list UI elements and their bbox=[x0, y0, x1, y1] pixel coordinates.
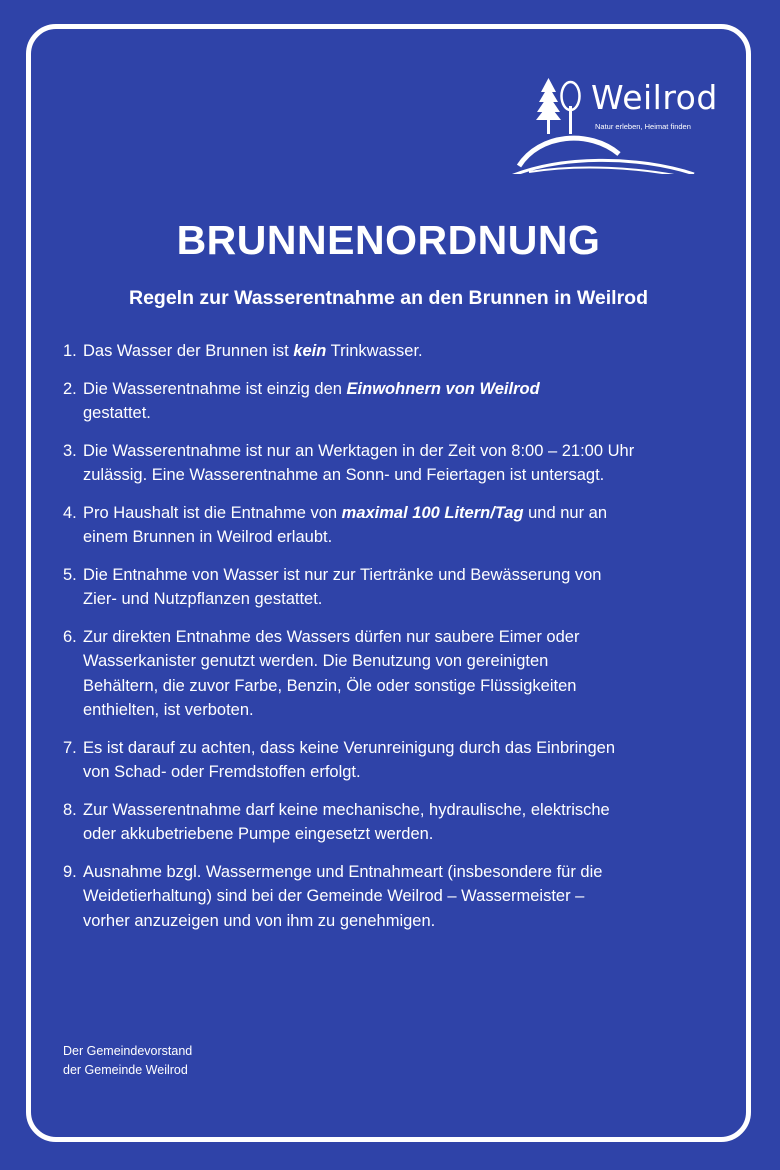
rule-item bbox=[63, 339, 723, 364]
rule-emphasis: kein bbox=[293, 342, 327, 360]
rule-emphasis: maximal 100 Litern/Tag bbox=[341, 503, 524, 522]
page-title: BRUNNENORDNUNG bbox=[176, 217, 601, 263]
rule-text: Die Wasserentnahme ist nur an Werktagen in der Zeit von 8:00 – 21:00 Uhr zulässig. Eine Wasserentnahme an Sonn- und Feiertagen ist untersagt. bbox=[83, 441, 635, 484]
rule-number: 3. bbox=[63, 441, 77, 460]
rule-text: Ausnahme bzgl. Wassermenge und Entnahmeart (insbesondere für die Weidetierhaltung) sind bei der Gemeinde Weilrod – Wassermeister – vorher anzuzeigen und von ihm zu genehmigen. bbox=[83, 862, 603, 930]
sign-panel bbox=[26, 24, 751, 1142]
rule-number: 2. bbox=[63, 379, 77, 398]
rule-number: 4. bbox=[63, 503, 77, 522]
signature-line-2: der Gemeinde Weilrod bbox=[63, 1063, 188, 1077]
rule-text: Es ist darauf zu achten, dass keine Verunreinigung durch das Einbringen von Schad- oder Fremdstoffen erfolgt. bbox=[83, 738, 616, 781]
rules-list bbox=[63, 339, 723, 933]
rule-number: 5. bbox=[63, 565, 77, 584]
rule-item bbox=[63, 439, 723, 488]
rule-text: Das Wasser der Brunnen ist kein Trinkwasser. bbox=[83, 342, 423, 360]
logo-wordmark: Weilrod bbox=[591, 78, 718, 117]
rule-text: Pro Haushalt ist die Entnahme von maximal 100 Litern/Tag und nur an einem Brunnen in Weilrod erlaubt. bbox=[83, 503, 608, 546]
rule-number: 6. bbox=[63, 627, 77, 646]
rule-item bbox=[63, 625, 723, 723]
rule-number: 8. bbox=[63, 800, 77, 819]
logo-tagline: Natur erleben, Heimat finden bbox=[595, 122, 691, 131]
rule-item bbox=[63, 501, 723, 550]
weilrod-logo bbox=[499, 74, 718, 174]
rule-text: Die Wasserentnahme ist einzig den Einwohnern von Weilrod gestattet. bbox=[83, 379, 540, 422]
signature-line-1: Der Gemeindevorstand bbox=[63, 1044, 193, 1058]
rule-number: 7. bbox=[63, 738, 77, 757]
rule-item bbox=[63, 798, 723, 847]
rule-emphasis: Einwohnern von Weilrod bbox=[346, 379, 540, 398]
rule-item bbox=[63, 563, 723, 612]
page-subtitle: Regeln zur Wasserentnahme an den Brunnen in Weilrod bbox=[129, 287, 648, 309]
rule-text: Die Entnahme von Wasser ist nur zur Tiertränke und Bewässerung von Zier- und Nutzpflanzen gestattet. bbox=[83, 565, 602, 608]
rule-item bbox=[63, 377, 723, 426]
rule-number: 9. bbox=[63, 862, 77, 881]
rule-item bbox=[63, 860, 723, 934]
rule-text: Zur direkten Entnahme des Wassers dürfen nur saubere Eimer oder Wasserkanister genutzt werden. Die Benutzung von gereinigten Behältern, die zuvor Farbe, Benzin, Öle oder sonstige Flüssigkeiten enthielten, ist verboten. bbox=[83, 627, 580, 719]
rule-text: Zur Wasserentnahme darf keine mechanische, hydraulische, elektrische oder akkubetriebene Pumpe eingesetzt werden. bbox=[83, 800, 610, 843]
signature-block bbox=[63, 1042, 192, 1080]
rule-item bbox=[63, 736, 723, 785]
rule-number: 1. bbox=[63, 342, 77, 360]
